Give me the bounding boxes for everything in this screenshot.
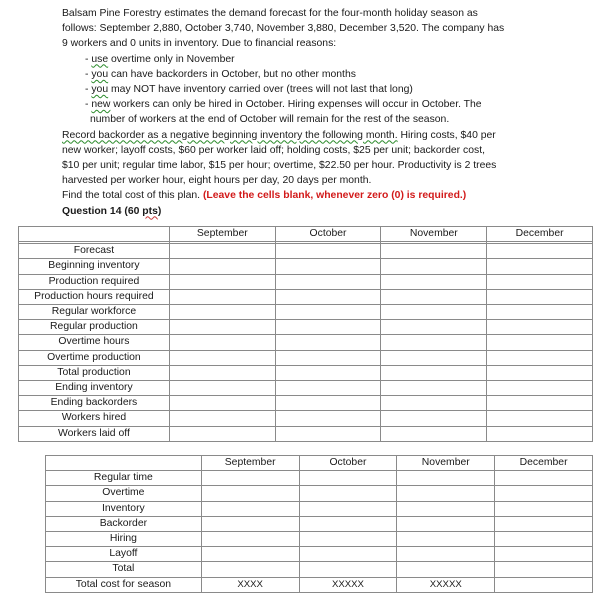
table-row (46, 516, 593, 531)
table-row (19, 411, 593, 426)
header-row (46, 456, 593, 471)
row-label: Forecast (19, 244, 170, 259)
input-cell[interactable] (169, 365, 275, 380)
input-cell[interactable] (299, 471, 397, 486)
intro-line: 9 workers and 0 units in inventory. Due to financial reasons: (62, 38, 337, 50)
input-cell[interactable] (201, 516, 299, 531)
input-cell[interactable] (381, 396, 487, 411)
cost-line: harvested per worker hour, eight hours per day, 20 days per month. (62, 175, 372, 187)
month-header: November (381, 227, 487, 242)
input-cell[interactable] (201, 471, 299, 486)
row-label: Total (46, 562, 202, 577)
input-cell[interactable] (495, 577, 593, 592)
question-title: Question 14 (60 pts) (62, 205, 162, 217)
input-cell[interactable] (169, 289, 275, 304)
input-cell[interactable] (381, 365, 487, 380)
row-label: Ending backorders (19, 396, 170, 411)
input-cell[interactable] (201, 547, 299, 562)
cost-line: $10 per unit; regular time labor, $15 per hour; overtime, $22.50 per hour. Productivity is 2 trees (62, 160, 497, 172)
input-cell[interactable] (487, 381, 593, 396)
input-cell[interactable] (381, 274, 487, 289)
input-cell[interactable] (169, 350, 275, 365)
input-cell[interactable] (495, 501, 593, 516)
constraint-item: - you can have backorders in October, but no other months (85, 68, 356, 80)
table-row (19, 289, 593, 304)
input-cell[interactable] (275, 335, 381, 350)
row-label: Production hours required (19, 289, 170, 304)
record-instruction: Record backorder as a negative beginning inventory the following month. Hiring costs, $40 per (62, 129, 496, 141)
row-label: Production required (19, 274, 170, 289)
input-cell[interactable] (299, 501, 397, 516)
input-cell[interactable] (381, 244, 487, 259)
cost-line: new worker; layoff costs, $60 per worker laid off; holding costs, $25 per unit; backorder cost, (62, 144, 485, 156)
corner-cell (46, 456, 202, 471)
input-cell[interactable] (381, 305, 487, 320)
row-label: Inventory (46, 501, 202, 516)
row-label: Workers hired (19, 411, 170, 426)
input-cell[interactable] (169, 335, 275, 350)
month-header: September (201, 456, 299, 471)
table-row (19, 365, 593, 380)
input-cell[interactable] (397, 486, 495, 501)
input-cell[interactable] (201, 486, 299, 501)
row-label: Ending inventory (19, 381, 170, 396)
find-instruction: Find the total cost of this plan. (Leave the cells blank, whenever zero (0) is required.) (62, 190, 467, 202)
table-row (19, 350, 593, 365)
intro-line: Balsam Pine Forestry estimates the demand forecast for the four-month holiday season as (62, 8, 478, 19)
input-cell[interactable] (397, 501, 495, 516)
problem-statement (62, 6, 602, 219)
input-cell[interactable] (381, 259, 487, 274)
table-row (19, 381, 593, 396)
row-label: Layoff (46, 547, 202, 562)
input-cell[interactable] (397, 562, 495, 577)
table-row (19, 396, 593, 411)
input-cell[interactable] (495, 471, 593, 486)
constraint-item: - you may NOT have inventory carried over (trees will not last that long) (85, 84, 413, 96)
input-cell[interactable] (487, 289, 593, 304)
input-cell[interactable] (201, 562, 299, 577)
input-cell[interactable] (487, 411, 593, 426)
input-cell[interactable] (381, 350, 487, 365)
input-cell[interactable] (487, 350, 593, 365)
input-cell[interactable] (381, 320, 487, 335)
input-cell[interactable] (275, 381, 381, 396)
input-cell[interactable] (381, 426, 487, 441)
month-header: September (169, 227, 275, 242)
input-cell[interactable] (275, 365, 381, 380)
input-cell[interactable] (169, 411, 275, 426)
input-cell[interactable] (169, 259, 275, 274)
input-cell[interactable] (495, 516, 593, 531)
constraint-item: - new workers can only be hired in October. Hiring expenses will occur in October. The (85, 99, 482, 111)
input-cell[interactable] (495, 486, 593, 501)
input-cell[interactable] (275, 274, 381, 289)
input-cell[interactable] (169, 396, 275, 411)
table-row (19, 305, 593, 320)
input-cell[interactable] (397, 547, 495, 562)
input-cell[interactable] (487, 259, 593, 274)
constraint-item: - use overtime only in November (85, 53, 235, 65)
input-cell[interactable] (487, 305, 593, 320)
input-cell[interactable] (201, 532, 299, 547)
month-header: December (487, 227, 593, 242)
input-cell[interactable] (275, 426, 381, 441)
input-cell[interactable] (299, 547, 397, 562)
table-row (19, 320, 593, 335)
input-cell[interactable] (487, 274, 593, 289)
constraint-list (85, 52, 602, 128)
table-row (46, 486, 593, 501)
row-label: Overtime (46, 486, 202, 501)
input-cell[interactable] (275, 350, 381, 365)
input-cell[interactable] (487, 426, 593, 441)
input-cell[interactable] (487, 244, 593, 259)
input-cell[interactable] (201, 501, 299, 516)
input-cell[interactable] (397, 516, 495, 531)
table-row (19, 259, 593, 274)
input-cell[interactable] (397, 471, 495, 486)
row-label: Total production (19, 365, 170, 380)
table-row (46, 471, 593, 486)
input-cell[interactable] (275, 320, 381, 335)
table-row (46, 547, 593, 562)
table-row (19, 274, 593, 289)
input-cell[interactable] (487, 320, 593, 335)
production-plan-table (18, 226, 593, 442)
table-row (46, 532, 593, 547)
month-header: December (495, 456, 593, 471)
row-label: Backorder (46, 516, 202, 531)
input-cell[interactable] (299, 532, 397, 547)
row-label: Overtime production (19, 350, 170, 365)
input-cell[interactable] (275, 259, 381, 274)
table-row (19, 426, 593, 441)
disabled-cell: XXXXX (299, 577, 397, 592)
row-label: Regular production (19, 320, 170, 335)
month-header: October (275, 227, 381, 242)
blank-cells-note: (Leave the cells blank, whenever zero (0) is required.) (202, 190, 467, 202)
row-label: Workers laid off (19, 426, 170, 441)
input-cell[interactable] (275, 411, 381, 426)
row-label: Regular workforce (19, 305, 170, 320)
input-cell[interactable] (169, 381, 275, 396)
input-cell[interactable] (397, 532, 495, 547)
table-row (46, 562, 593, 577)
row-label: Beginning inventory (19, 259, 170, 274)
table-row (19, 244, 593, 259)
table-row (19, 335, 593, 350)
input-cell[interactable] (299, 562, 397, 577)
input-cell[interactable] (487, 365, 593, 380)
table-row (46, 501, 593, 516)
total-cost-row (46, 577, 593, 592)
input-cell[interactable] (495, 547, 593, 562)
input-cell[interactable] (487, 396, 593, 411)
constraint-item-continued: number of workers at the end of October will remain for the rest of the season. (90, 114, 450, 126)
input-cell[interactable] (381, 335, 487, 350)
input-cell[interactable] (169, 426, 275, 441)
input-cell[interactable] (381, 289, 487, 304)
input-cell[interactable] (381, 381, 487, 396)
input-cell[interactable] (275, 289, 381, 304)
input-cell[interactable] (275, 396, 381, 411)
input-cell[interactable] (487, 335, 593, 350)
row-label: Hiring (46, 532, 202, 547)
input-cell[interactable] (495, 562, 593, 577)
intro-line: follows: September 2,880, October 3,740, November 3,880, December 3,520. The company has (62, 23, 505, 35)
cost-table (45, 455, 593, 593)
input-cell[interactable] (495, 532, 593, 547)
input-cell[interactable] (169, 244, 275, 259)
corner-cell (19, 227, 170, 242)
input-cell[interactable] (299, 486, 397, 501)
disabled-cell: XXXX (201, 577, 299, 592)
disabled-cell: XXXXX (397, 577, 495, 592)
month-header: October (299, 456, 397, 471)
input-cell[interactable] (381, 411, 487, 426)
input-cell[interactable] (169, 305, 275, 320)
header-row (19, 227, 593, 242)
row-label: Overtime hours (19, 335, 170, 350)
input-cell[interactable] (299, 516, 397, 531)
input-cell[interactable] (275, 305, 381, 320)
input-cell[interactable] (169, 274, 275, 289)
month-header: November (397, 456, 495, 471)
row-label: Regular time (46, 471, 202, 486)
input-cell[interactable] (169, 320, 275, 335)
row-label: Total cost for season (46, 577, 202, 592)
input-cell[interactable] (275, 244, 381, 259)
